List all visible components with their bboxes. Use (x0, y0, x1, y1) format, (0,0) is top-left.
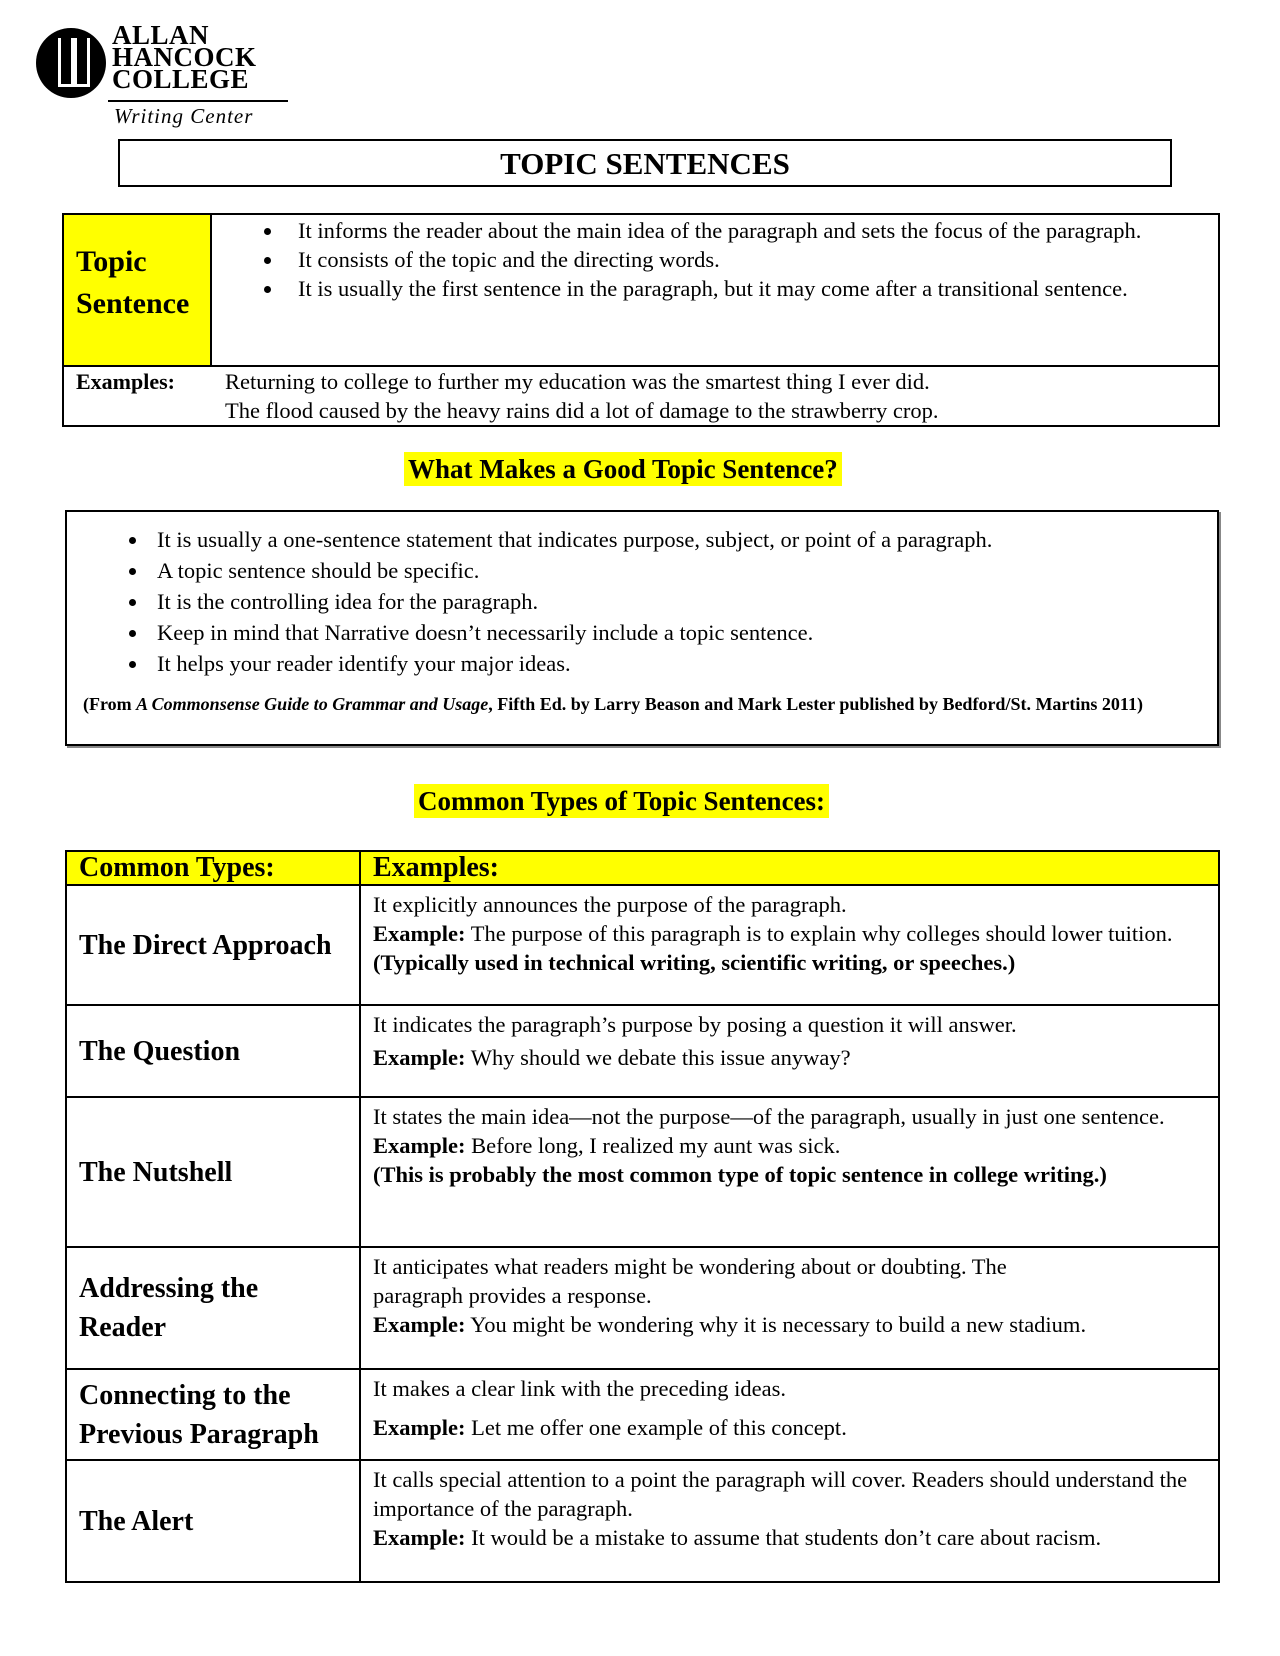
table-row (66, 1369, 1219, 1460)
type-examples (360, 1005, 1219, 1097)
bullet-item: • A topic sentence should be specific. (149, 555, 1217, 586)
example-text: The purpose of this paragraph is to explain why colleges should lower tuition. (465, 921, 1173, 946)
type-name: The Nutshell (66, 1097, 360, 1247)
type-name: Connecting to the Previous Paragraph (66, 1369, 360, 1460)
bullet-item: • It helps your reader identify your major ideas. (149, 648, 1217, 679)
section-heading: Common Types of Topic Sentences: (414, 784, 829, 818)
type-name: The Alert (66, 1460, 360, 1582)
college-logo (36, 20, 288, 128)
type-name: Addressing the Reader (66, 1247, 360, 1369)
section-heading: What Makes a Good Topic Sentence? (404, 452, 842, 486)
bullet-item: • It is usually the first sentence in the paragraph, but it may come after a transitional sentence. (284, 274, 1157, 303)
definition-table (62, 213, 1220, 427)
logo-wordmark (112, 20, 257, 94)
type-examples (360, 1369, 1219, 1460)
examples-list (211, 366, 1219, 426)
example-text: You might be wondering why it is necessary to build a new stadium. (465, 1312, 1087, 1337)
bullet-item: • Keep in mind that Narrative doesn’t necessarily include a topic sentence. (149, 617, 1217, 648)
logo-subtitle: Writing Center (114, 104, 254, 128)
type-note: (Typically used in technical writing, scientific writing, or speeches.) (373, 950, 1016, 975)
example-label: Example: (373, 921, 466, 946)
example-sentence: Returning to college to further my education was the smartest thing I ever did. (225, 369, 930, 394)
citation-title: A Commonsense Guide to Grammar and Usage (136, 694, 489, 714)
citation-prefix: (From (83, 694, 137, 714)
example-label: Example: (373, 1525, 466, 1550)
type-description: It calls special attention to a point the paragraph will cover. Readers should understand the importance of the paragraph. (373, 1467, 1188, 1521)
type-examples (360, 1247, 1219, 1369)
examples-label: Examples: (63, 366, 211, 426)
logo-line: HANCOCK (112, 42, 257, 72)
definition-label (63, 214, 211, 366)
example-label: Example: (373, 1415, 466, 1440)
example-label: Example: (373, 1045, 466, 1070)
type-description: It states the main idea—not the purpose—of the paragraph, usually in just one sentence. (373, 1104, 1165, 1129)
example-label: Example: (373, 1312, 466, 1337)
type-description: It indicates the paragraph’s purpose by posing a question it will answer. (373, 1012, 1017, 1037)
example-sentence: The flood caused by the heavy rains did a lot of damage to the strawberry crop. (225, 398, 939, 423)
definition-bullets (211, 214, 1219, 366)
bullet-item: • It is usually a one-sentence statement that indicates purpose, subject, or point of a paragraph. (149, 524, 1217, 555)
type-name: The Question (66, 1005, 360, 1097)
citation (83, 694, 1143, 715)
logo-emblem-icon (36, 28, 106, 98)
page-title: TOPIC SENTENCES (118, 139, 1172, 187)
column-header: Examples: (360, 851, 1219, 885)
logo-line: COLLEGE (112, 64, 250, 94)
type-note: (This is probably the most common type of topic sentence in college writing.) (373, 1162, 1107, 1187)
type-examples (360, 1097, 1219, 1247)
type-description: It makes a clear link with the preceding ideas. (373, 1376, 786, 1401)
type-examples (360, 885, 1219, 1005)
type-examples (360, 1460, 1219, 1582)
table-row (66, 1247, 1219, 1369)
table-row (66, 1460, 1219, 1582)
type-description: It anticipates what readers might be wondering about or doubting. The paragraph provides a response. (373, 1254, 1007, 1308)
type-name: The Direct Approach (66, 885, 360, 1005)
bullet-item: • It informs the reader about the main idea of the paragraph and sets the focus of the paragraph. (284, 216, 1157, 245)
bullet-item: • It is the controlling idea for the paragraph. (149, 586, 1217, 617)
table-row (66, 1005, 1219, 1097)
column-header: Common Types: (66, 851, 360, 885)
example-text: Before long, I realized my aunt was sick. (465, 1133, 841, 1158)
logo-divider (108, 100, 288, 102)
label-line: Topic (76, 245, 147, 278)
example-label: Example: (373, 1133, 466, 1158)
example-text: It would be a mistake to assume that students don’t care about racism. (465, 1525, 1102, 1550)
citation-suffix: , Fifth Ed. by Larry Beason and Mark Lester published by Bedford/St. Martins 2011) (488, 694, 1143, 714)
label-line: Sentence (76, 287, 190, 320)
bullet-item: • It consists of the topic and the directing words. (284, 245, 1157, 274)
example-text: Why should we debate this issue anyway? (465, 1045, 851, 1070)
good-topic-box (65, 510, 1219, 746)
table-row (66, 1097, 1219, 1247)
example-text: Let me offer one example of this concept. (465, 1415, 847, 1440)
types-table (65, 850, 1220, 1583)
table-row (66, 885, 1219, 1005)
type-description: It explicitly announces the purpose of the paragraph. (373, 892, 847, 917)
logo-line: ALLAN (112, 20, 210, 50)
